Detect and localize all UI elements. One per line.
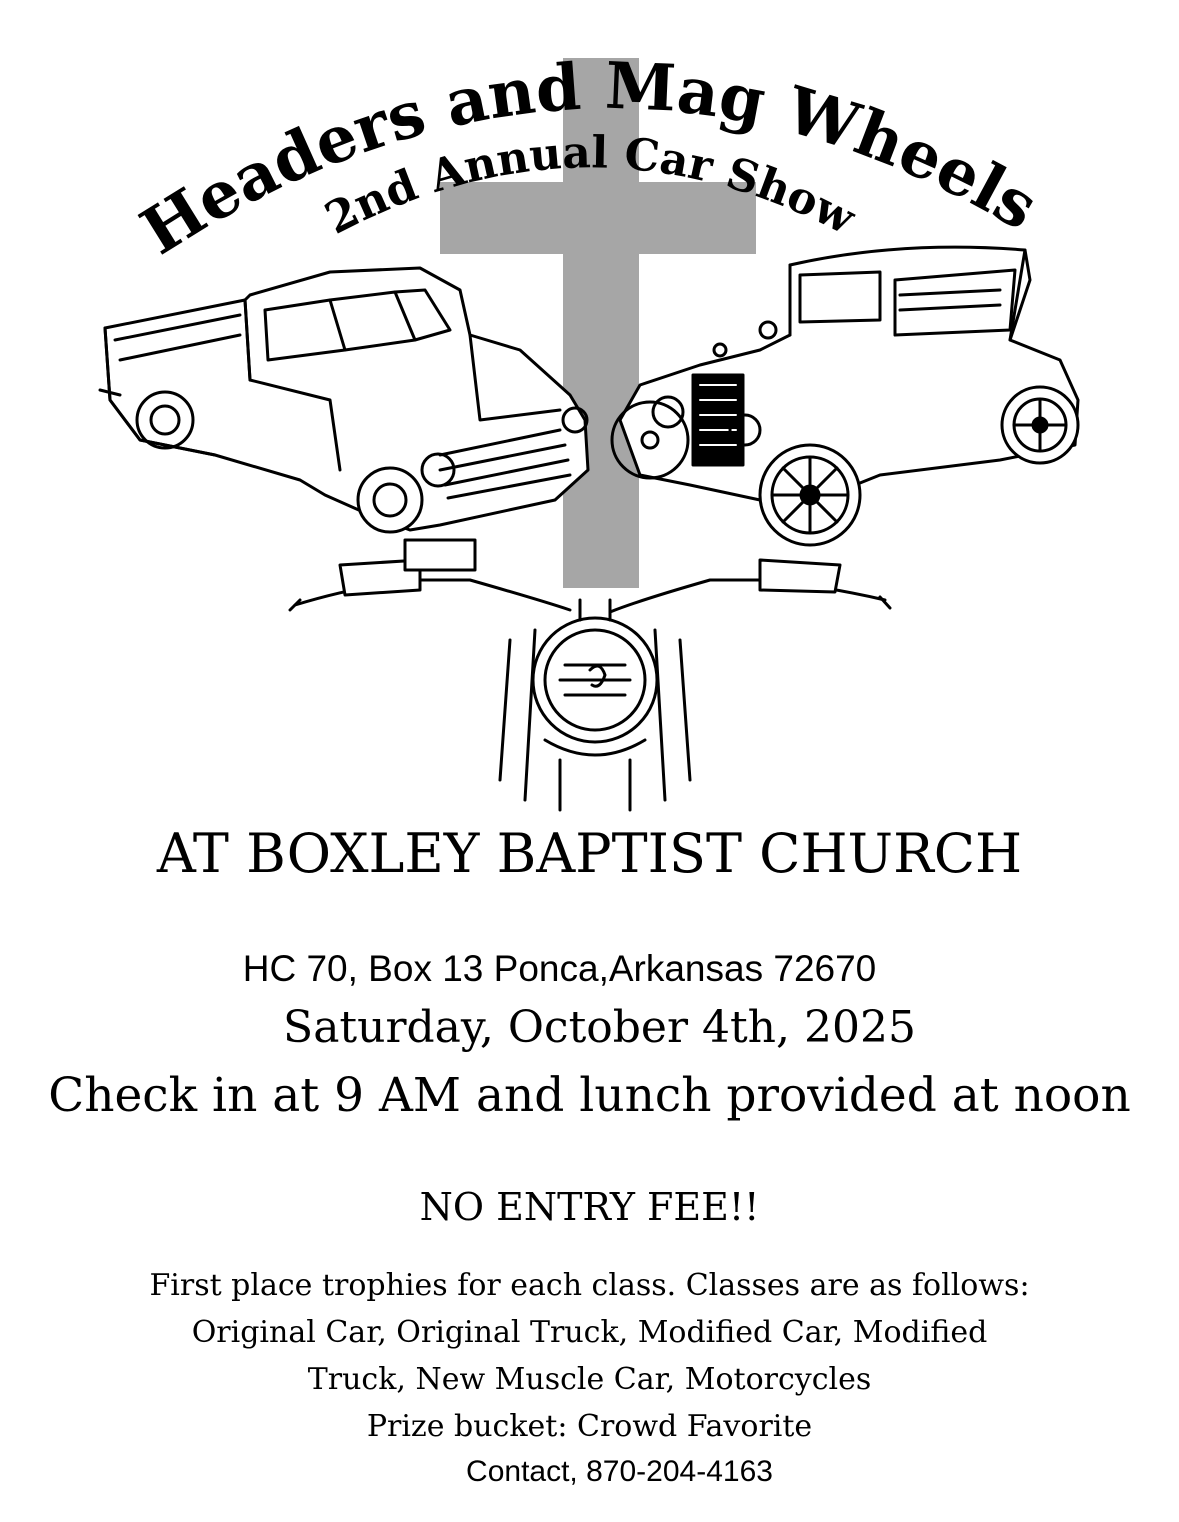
contact-text: Contact, 870-204-4163: [466, 1455, 773, 1488]
pickup-truck-icon: [100, 268, 588, 532]
details-line-classes-2: Truck, New Muscle Car, Motorcycles: [307, 1362, 872, 1397]
model-t-car-icon: [612, 247, 1078, 545]
schedule-text: Check in at 9 AM and lunch provided at noon: [48, 1068, 1131, 1123]
subtitle-text: 2nd Annual Car Show: [317, 127, 863, 245]
details-line-classes-1: Original Car, Original Truck, Modified Car, Modified: [191, 1315, 988, 1350]
address-text: HC 70, Box 13 Ponca,Arkansas 72670: [242, 948, 877, 989]
details-block: [0, 1262, 1179, 1450]
event-date: Saturday, October 4th, 2025: [283, 1002, 916, 1053]
details-line-trophies: First place trophies for each class. Classes are as follows:: [149, 1268, 1030, 1303]
title-text: Headers and Mag Wheels: [128, 48, 1051, 270]
venue-heading: AT BOXLEY BAPTIST CHURCH: [156, 822, 1023, 885]
entry-fee-text: NO ENTRY FEE!!: [419, 1185, 760, 1229]
details-line-prize: Prize bucket: Crowd Favorite: [366, 1409, 813, 1444]
